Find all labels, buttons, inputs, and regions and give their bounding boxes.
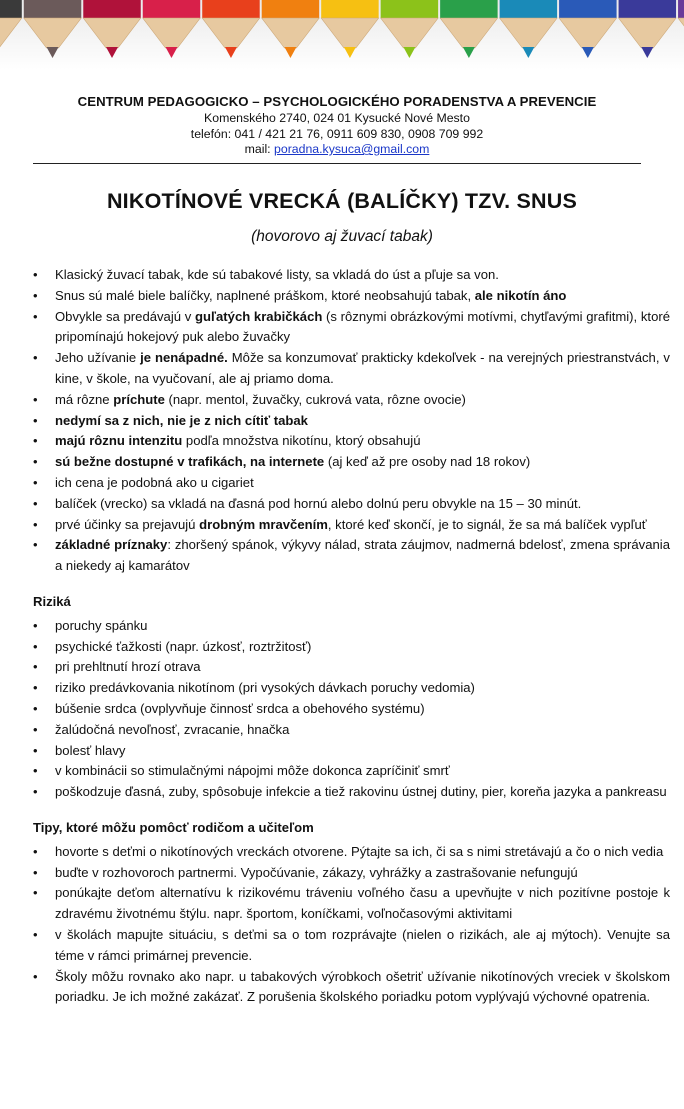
phone: telefón: 041 / 421 21 76, 0911 609 830, 0908 709 992 bbox=[190, 126, 484, 141]
pencils-banner bbox=[0, 0, 684, 82]
risk-item: • búšenie srdca (ovplyvňuje činnosť srdca a obehového systému) bbox=[33, 699, 670, 720]
fact-item: • Jeho užívanie je nenápadné. Môže sa konzumovať prakticky kdekoľvek - na verejných priestranstvách, v kine, v škole, na vyučovaní, ale aj priamo doma. bbox=[33, 348, 670, 390]
tip-item: • hovorte s deťmi o nikotínových vreckách otvorene. Pýtajte sa ich, či sa s nimi stretávajú a čo o nich vedia bbox=[33, 842, 670, 863]
risks-list bbox=[33, 616, 670, 803]
letterhead bbox=[33, 93, 641, 158]
pencils-illustration bbox=[0, 0, 684, 82]
pencil bbox=[440, 0, 497, 58]
risk-item: • psychické ťažkosti (napr. úzkosť, roztržitosť) bbox=[33, 637, 670, 658]
tip-item: • ponúkajte deťom alternatívu k rizikovému tráveniu voľného času a upevňujte v nich pozitívne postoje k zdravému životnému štýlu. napr. športom, koníčkami, voľnočasovými aktivitami bbox=[33, 883, 670, 925]
fact-item: • ich cena je podobná ako u cigariet bbox=[33, 473, 670, 494]
pencil bbox=[143, 0, 200, 58]
organization-name: CENTRUM PEDAGOGICKO – PSYCHOLOGICKÉHO PORADENSTVA A PREVENCIE bbox=[77, 94, 597, 109]
mail-line bbox=[33, 142, 641, 158]
mail-link[interactable]: poradna.kysuca@gmail.com bbox=[274, 142, 430, 156]
risk-item: • poškodzuje ďasná, zuby, spôsobuje infekcie a tiež rakovinu ústnej dutiny, pier, koreňa jazyka a pankreasu bbox=[33, 782, 670, 803]
pencil bbox=[559, 0, 616, 58]
mail-label: mail: bbox=[244, 142, 275, 156]
risk-item: • v kombinácii so stimulačnými nápojmi môže dokonca zapríčiniť smrť bbox=[33, 761, 670, 782]
pencil bbox=[24, 0, 81, 58]
address: Komenského 2740, 024 01 Kysucké Nové Mesto bbox=[204, 111, 470, 125]
page-title: NIKOTÍNOVÉ VRECKÁ (BALÍČKY) TZV. SNUS bbox=[106, 189, 578, 213]
risk-item: • pri prehltnutí hrozí otrava bbox=[33, 657, 670, 678]
pencil bbox=[321, 0, 378, 58]
pencil bbox=[500, 0, 557, 58]
risks-heading: Riziká bbox=[33, 593, 71, 609]
tips-heading: Tipy, ktoré môžu pomôcť rodičom a učiteľom bbox=[33, 819, 314, 835]
fact-item: • sú bežne dostupné v trafikách, na internete (aj keď až pre osoby nad 18 rokov) bbox=[33, 452, 670, 473]
pencil bbox=[262, 0, 319, 58]
fact-item: • Obvykle sa predávajú v guľatých krabičkách (s rôznymi obrázkovými motívmi, chytľavými grafitmi), ktoré pripomínajú hokejový puk alebo žuvačky bbox=[33, 307, 670, 349]
fact-item: • Snus sú malé biele balíčky, naplnené práškom, ktoré neobsahujú tabak, ale nikotín áno bbox=[33, 286, 670, 307]
fact-item: • balíček (vrecko) sa vkladá na ďasná pod hornú alebo dolnú peru obvykle na 15 – 30 minút. bbox=[33, 494, 670, 515]
risk-item: • poruchy spánku bbox=[33, 616, 670, 637]
facts-list bbox=[33, 265, 670, 577]
pencil bbox=[381, 0, 438, 58]
tip-item: • buďte v rozhovoroch partnermi. Vypočúvanie, zákazy, vyhrážky a zastrašovanie nefungujú bbox=[33, 863, 670, 884]
fact-item: • má rôzne príchute (napr. mentol, žuvačky, cukrová vata, rôzne ovocie) bbox=[33, 390, 670, 411]
risk-item: • žalúdočná nevoľnosť, zvracanie, hnačka bbox=[33, 720, 670, 741]
pencil bbox=[0, 0, 22, 58]
risk-item: • bolesť hlavy bbox=[33, 741, 670, 762]
fact-item: • nedymí sa z nich, nie je z nich cítiť tabak bbox=[33, 411, 670, 432]
fact-item: • Klasický žuvací tabak, kde sú tabakové listy, sa vkladá do úst a pľuje sa von. bbox=[33, 265, 670, 286]
pencil bbox=[619, 0, 676, 58]
tip-item: • Školy môžu rovnako ako napr. u tabakových výrobkoch ošetriť užívanie nikotínových vreciek v školskom poriadku. Je ich možné zakázať. Z porušenia školského poriadku potom vyplývajú výchovné opatrenia. bbox=[33, 967, 670, 1009]
page-subtitle: (hovorovo aj žuvací tabak) bbox=[251, 228, 433, 245]
pencil bbox=[83, 0, 140, 58]
fact-item: • základné príznaky: zhoršený spánok, výkyvy nálad, strata záujmov, nadmerná bdelosť, zmena správania a niekedy aj kamarátov bbox=[33, 535, 670, 577]
main-content bbox=[33, 265, 670, 1008]
risk-item: • riziko predávkovania nikotínom (pri vysokých dávkach poruchy vedomia) bbox=[33, 678, 670, 699]
pencil bbox=[678, 0, 684, 58]
header-divider bbox=[33, 163, 641, 164]
pencil bbox=[202, 0, 259, 58]
tips-list bbox=[33, 842, 670, 1008]
tip-item: • v školách mapujte situáciu, s deťmi sa o tom rozprávajte (nielen o rizikách, ale aj mýtoch). Venujte sa téme v rámci primárnej prevencie. bbox=[33, 925, 670, 967]
fact-item: • majú rôznu intenzitu podľa množstva nikotínu, ktorý obsahujú bbox=[33, 431, 670, 452]
fact-item: • prvé účinky sa prejavujú drobným mravčením, ktoré keď skončí, je to signál, že sa má balíček vypľuť bbox=[33, 515, 670, 536]
